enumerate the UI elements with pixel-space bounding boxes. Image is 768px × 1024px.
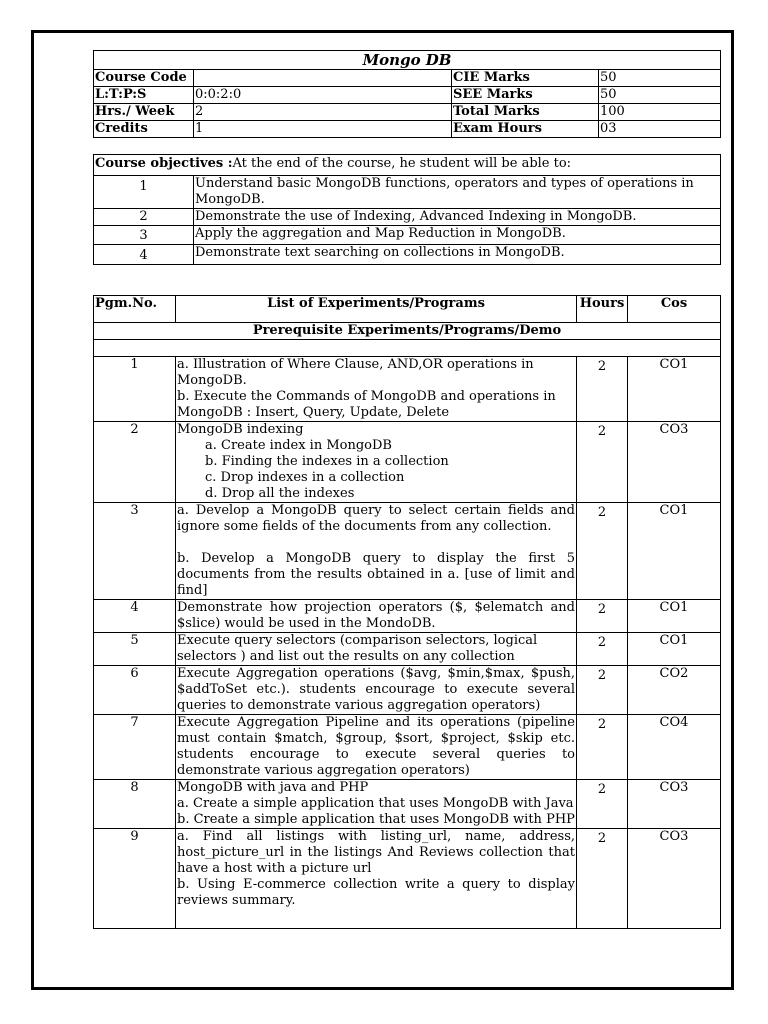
course-code-value [194,70,452,87]
objective-text: Understand basic MongoDB functions, operators and types of operations in MongoDB. [194,176,721,209]
program-row [94,780,721,829]
program-line: MongoDB with java and PHP [177,780,369,795]
objective-text: Demonstrate the use of Indexing, Advanced Indexing in MongoDB. [194,209,721,226]
total-marks-label: Total Marks [452,104,599,121]
see-marks-label: SEE Marks [452,87,599,104]
objective-row [94,226,721,245]
course-title: Mongo DB [94,51,721,70]
program-hours: 2 [577,422,628,503]
program-row [94,715,721,780]
cie-marks-value: 50 [599,70,721,87]
program-description: Execute query selectors (comparison selectors, logical selectors ) and list out the results on any collection [176,633,577,666]
objective-text: Demonstrate text searching on collections in MongoDB. [194,245,721,265]
header-cos: Cos [628,296,721,323]
ltps-label: L:T:P:S [94,87,194,104]
program-hours: 2 [577,715,628,780]
program-description [176,503,577,600]
header-list: List of Experiments/Programs [176,296,577,323]
objective-row [94,209,721,226]
objective-number: 1 [94,176,194,209]
program-hours: 2 [577,829,628,929]
program-row [94,357,721,422]
course-info-row [94,70,721,87]
program-line: b. Execute the Commands of MongoDB and operations in MongoDB : Insert, Query, Update, Delete [177,389,556,420]
program-line: b. Develop a MongoDB query to display the first 5 documents from the results obtained in a. [use of limit and find] [177,551,575,598]
program-subitem: a. Create index in MongoDB [205,438,392,453]
line-gap [177,535,575,551]
hrs-week-value: 2 [194,104,452,121]
program-hours: 2 [577,600,628,633]
program-description [176,780,577,829]
objective-text: Apply the aggregation and Map Reduction in MongoDB. [194,226,721,245]
exam-hours-value: 03 [599,121,721,138]
program-co: CO3 [628,780,721,829]
hrs-week-label: Hrs./ Week [94,104,194,121]
cie-marks-label: CIE Marks [452,70,599,87]
header-pgm-no: Pgm.No. [94,296,176,323]
spacer-row [94,340,721,357]
program-co: CO1 [628,503,721,600]
course-objectives-table [93,154,721,265]
program-line: a. Illustration of Where Clause, AND,OR operations in MongoDB. [177,357,534,388]
objectives-intro: At the end of the course, he student will be able to: [232,156,572,171]
program-description [176,357,577,422]
program-number: 4 [94,600,176,633]
program-number: 7 [94,715,176,780]
program-number: 1 [94,357,176,422]
objectives-header [94,155,721,176]
prerequisite-heading: Prerequisite Experiments/Programs/Demo [94,323,721,340]
program-line: b. Create a simple application that uses MongoDB with PHP [177,812,575,827]
program-hours: 2 [577,666,628,715]
program-description [176,422,577,503]
objectives-heading: Course objectives : [95,156,233,171]
program-number: 5 [94,633,176,666]
objective-row [94,245,721,265]
programs-header-row [94,296,721,323]
program-line: a. Create a simple application that uses MongoDB with Java [177,796,574,811]
program-subitem: b. Finding the indexes in a collection [205,454,449,469]
program-description: Demonstrate how projection operators ($, $elematch and $slice) would be used in the MondoDB. [177,600,575,631]
objective-number: 4 [94,245,194,265]
program-row [94,422,721,503]
course-info-row [94,121,721,138]
program-line: b. Using E-commerce collection write a query to display reviews summary. [177,877,575,908]
credits-label: Credits [94,121,194,138]
program-co: CO1 [628,600,721,633]
program-row [94,633,721,666]
program-row [94,503,721,600]
program-description: Execute Aggregation operations ($avg, $min,$max, $push, $addToSet etc.). students encourage to execute several queries to demonstrate various aggregation operators) [177,666,575,713]
program-line: a. Develop a MongoDB query to select certain fields and ignore some fields of the documents from any collection. [177,503,575,534]
objective-row [94,176,721,209]
header-hours: Hours [577,296,628,323]
program-row [94,600,721,633]
course-code-label: Course Code [94,70,194,87]
program-co: CO3 [628,422,721,503]
see-marks-value: 50 [599,87,721,104]
program-subitem: c. Drop indexes in a collection [205,470,405,485]
program-number: 6 [94,666,176,715]
program-description [176,829,577,929]
program-number: 9 [94,829,176,929]
course-info-row [94,104,721,121]
ltps-value: 0:0:2:0 [194,87,452,104]
course-info-row [94,87,721,104]
program-subitem: d. Drop all the indexes [205,486,355,501]
program-co: CO2 [628,666,721,715]
program-co: CO1 [628,633,721,666]
program-hours: 2 [577,633,628,666]
total-marks-value: 100 [599,104,721,121]
program-row [94,666,721,715]
objective-number: 3 [94,226,194,245]
program-description: Execute Aggregation Pipeline and its operations (pipeline must contain $match, $group, $sort, $project, $skip etc. students encourage to execute several queries to demonstrate various aggregation operators) [177,715,575,778]
program-line: MongoDB indexing [177,422,304,437]
program-hours: 2 [577,503,628,600]
exam-hours-label: Exam Hours [452,121,599,138]
program-number: 3 [94,503,176,600]
program-number: 2 [94,422,176,503]
objective-number: 2 [94,209,194,226]
program-row [94,829,721,929]
program-co: CO3 [628,829,721,929]
program-line: a. Find all listings with listing_url, name, address, host_picture_url in the listings And Reviews collection that have a host with a picture url [177,829,575,876]
program-hours: 2 [577,357,628,422]
program-co: CO1 [628,357,721,422]
program-number: 8 [94,780,176,829]
programs-table [93,295,721,929]
credits-value: 1 [194,121,452,138]
program-co: CO4 [628,715,721,780]
course-info-table [93,50,721,138]
program-hours: 2 [577,780,628,829]
